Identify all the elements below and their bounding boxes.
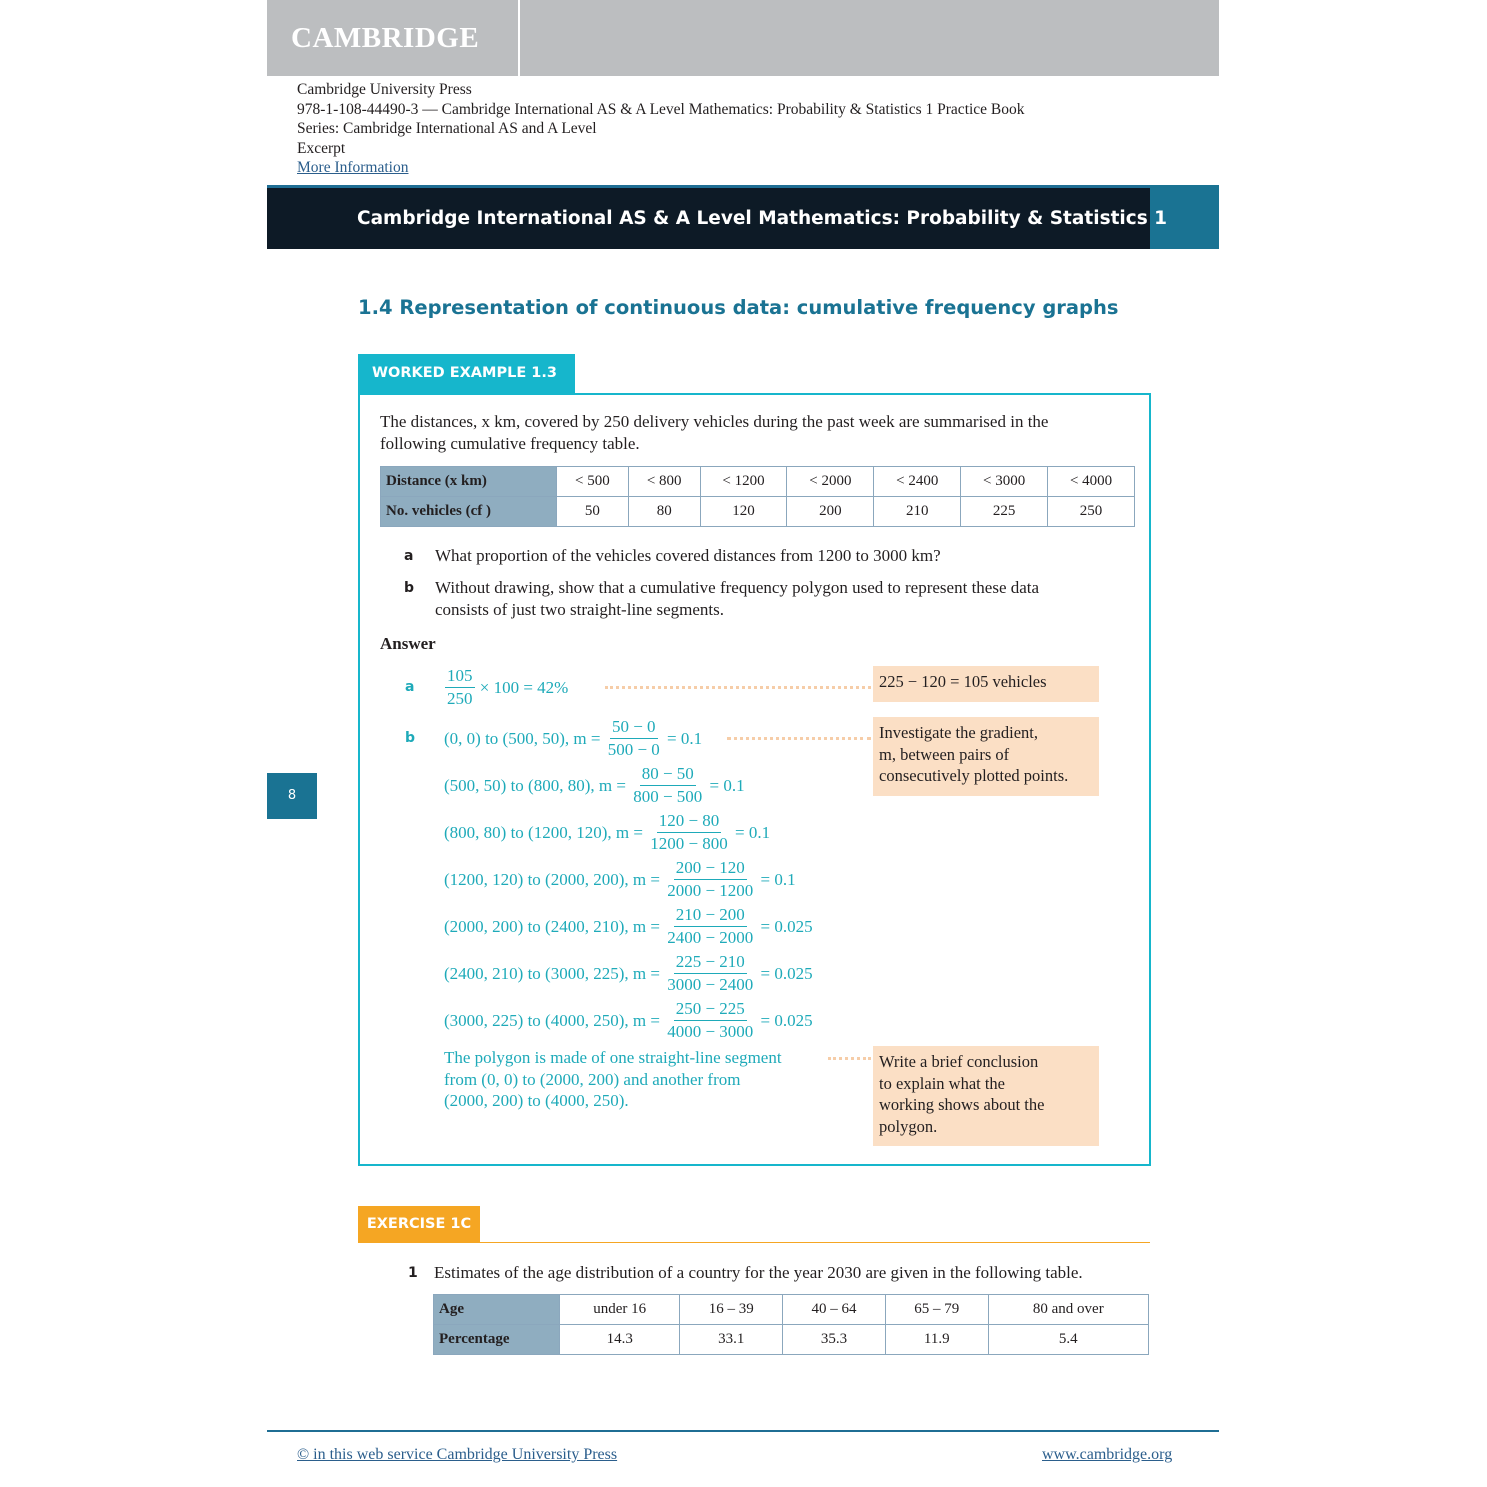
publisher: Cambridge University Press: [297, 81, 472, 98]
more-information-link[interactable]: More Information: [297, 159, 409, 177]
equation-rest: × 100 = 42%: [475, 677, 569, 697]
table-cell: 80 and over: [988, 1295, 1148, 1325]
numerator: 250 − 225: [674, 998, 747, 1021]
fraction: [665, 904, 755, 949]
title-bar-rule: [267, 185, 1219, 188]
worked-example-label: WORKED EXAMPLE 1.3: [358, 354, 575, 393]
table-row: [381, 497, 1135, 527]
numerator: 200 − 120: [674, 857, 747, 880]
denominator: 1200 − 800: [650, 834, 728, 853]
denominator: 2400 − 2000: [667, 928, 754, 947]
exercise-label: EXERCISE 1C: [358, 1206, 480, 1243]
gradient-pre: (3000, 225) to (4000, 250), m =: [444, 1010, 665, 1030]
table-cell: 5.4: [988, 1325, 1148, 1355]
table-cell: 210: [874, 497, 961, 527]
denominator: 2000 − 1200: [667, 881, 754, 900]
page-number: 8: [267, 773, 317, 819]
section-title: 1.4 Representation of continuous data: cumulative frequency graphs: [358, 296, 1119, 319]
gradient-post: = 0.1: [705, 775, 745, 795]
cambridge-logo: CAMBRIDGE: [291, 22, 480, 54]
worked-example-intro: [380, 411, 1048, 454]
gradient-pre: (2000, 200) to (2400, 210), m =: [444, 916, 665, 936]
note-line: m, between pairs of: [879, 744, 1010, 764]
gradient-post: = 0.1: [662, 728, 703, 748]
denominator: 500 − 0: [607, 740, 660, 759]
denominator: 250: [447, 689, 473, 708]
copyright-link[interactable]: © in this web service Cambridge University Press: [297, 1446, 618, 1463]
gradient-post: = 0.025: [756, 916, 813, 936]
numerator: 120 − 80: [657, 810, 722, 833]
numerator: 105: [445, 665, 475, 688]
table-cell: < 3000: [961, 467, 1048, 497]
book-title: Cambridge International AS & A Level Mathematics: Probability & Statistics 1: [357, 208, 1168, 229]
gradient-post: = 0.025: [756, 963, 813, 983]
gradient-pre: (0, 0) to (500, 50), m =: [444, 728, 605, 748]
website-link[interactable]: www.cambridge.org: [1042, 1446, 1173, 1463]
table-row: [434, 1325, 1149, 1355]
series-line: Series: Cambridge International AS and A Level: [297, 120, 597, 138]
footer-rule: [267, 1430, 1219, 1432]
row-header: Distance (x km): [381, 467, 557, 497]
table-cell: 65 – 79: [885, 1295, 988, 1325]
question-a-text: What proportion of the vehicles covered distances from 1200 to 3000 km?: [435, 546, 941, 565]
gradient-pre: (800, 80) to (1200, 120), m =: [444, 822, 648, 842]
dotted-leader: [605, 686, 871, 689]
table-cell: 11.9: [885, 1325, 988, 1355]
fraction: [631, 763, 704, 808]
numerator: 50 − 0: [610, 716, 658, 739]
row-header: Percentage: [434, 1325, 560, 1355]
table-cell: < 800: [628, 467, 700, 497]
fraction: [445, 665, 475, 710]
note-line: Investigate the gradient,: [879, 723, 1038, 742]
denominator: 3000 − 2400: [667, 975, 754, 994]
fraction: [648, 810, 730, 855]
answer-a-equation: [444, 665, 568, 710]
fraction: [665, 857, 755, 902]
note-line: working shows about the: [879, 1095, 1045, 1114]
answer-heading: Answer: [380, 634, 436, 653]
table-cell: under 16: [560, 1295, 680, 1325]
answer-b-label: b: [405, 730, 416, 746]
table-cell: < 4000: [1048, 467, 1135, 497]
denominator: 800 − 500: [633, 787, 703, 806]
gradient-line: [444, 998, 813, 1043]
gradient-line: [444, 810, 770, 855]
table-cell: 225: [961, 497, 1048, 527]
numerator: 80 − 50: [640, 763, 696, 786]
gradient-line: [444, 951, 813, 996]
table-cell: 16 – 39: [680, 1295, 783, 1325]
table-cell: < 1200: [700, 467, 787, 497]
note-box: [873, 717, 1099, 796]
gradient-post: = 0.025: [756, 1010, 813, 1030]
table-row: [434, 1295, 1149, 1325]
fraction: [665, 998, 755, 1043]
table-cell: < 2000: [787, 467, 874, 497]
question-a-label: a: [404, 548, 414, 564]
dotted-leader: [828, 1057, 871, 1060]
age-distribution-table: [433, 1294, 1149, 1355]
fraction: [606, 716, 662, 761]
exercise-question-text: Estimates of the age distribution of a country for the year 2030 are given in the following table.: [434, 1263, 1083, 1282]
answer-a-label: a: [405, 679, 415, 695]
question-b-line: consists of just two straight-line segments.: [435, 599, 724, 619]
note-box: 225 − 120 = 105 vehicles: [873, 666, 1099, 702]
note-box: [873, 1046, 1099, 1146]
conclusion-line: (2000, 200) to (4000, 250).: [444, 1091, 629, 1110]
gradient-pre: (500, 50) to (800, 80), m =: [444, 775, 631, 795]
fraction: [665, 951, 755, 996]
gradient-line: [444, 904, 813, 949]
table-cell: 33.1: [680, 1325, 783, 1355]
question-b-line: Without drawing, show that a cumulative frequency polygon used to represent these data: [435, 578, 1040, 597]
question-b-text: [435, 577, 1039, 620]
gradient-pre: (2400, 210) to (3000, 225), m =: [444, 963, 665, 983]
gradient-line: [444, 716, 702, 761]
gradient-line: [444, 763, 745, 808]
gradient-pre: (1200, 120) to (2000, 200), m =: [444, 869, 665, 889]
question-b-label: b: [404, 580, 415, 596]
table-cell: 120: [700, 497, 787, 527]
note-line: polygon.: [879, 1116, 938, 1136]
table-cell: 40 – 64: [783, 1295, 886, 1325]
table-cell: 200: [787, 497, 874, 527]
book-metadata: [297, 80, 1025, 178]
note-line: consecutively plotted points.: [879, 766, 1069, 785]
dotted-leader: [727, 737, 871, 740]
table-cell: < 2400: [874, 467, 961, 497]
conclusion-text: [444, 1047, 782, 1112]
table-row: [381, 467, 1135, 497]
cumulative-frequency-table: [380, 466, 1135, 527]
exercise-rule: [480, 1242, 1150, 1243]
table-cell: 250: [1048, 497, 1135, 527]
note-line: to explain what the: [879, 1073, 1006, 1093]
conclusion-line: from (0, 0) to (2000, 200) and another from: [444, 1069, 741, 1089]
numerator: 225 − 210: [674, 951, 747, 974]
table-cell: 14.3: [560, 1325, 680, 1355]
table-cell: 80: [628, 497, 700, 527]
denominator: 4000 − 3000: [667, 1022, 754, 1041]
gradient-post: = 0.1: [756, 869, 796, 889]
exercise-question-number: 1: [408, 1265, 418, 1281]
logo-divider: [518, 0, 520, 76]
excerpt-label: Excerpt: [297, 139, 346, 157]
row-header: Age: [434, 1295, 560, 1325]
intro-line: following cumulative frequency table.: [380, 433, 640, 453]
table-cell: 50: [557, 497, 629, 527]
intro-line: The distances, x km, covered by 250 delivery vehicles during the past week are summarised in the: [380, 412, 1049, 431]
row-header: No. vehicles (cf ): [381, 497, 557, 527]
conclusion-line: The polygon is made of one straight-line segment: [444, 1048, 782, 1067]
table-cell: 35.3: [783, 1325, 886, 1355]
gradient-post: = 0.1: [730, 822, 771, 842]
table-cell: < 500: [557, 467, 629, 497]
numerator: 210 − 200: [674, 904, 747, 927]
note-line: Write a brief conclusion: [879, 1052, 1039, 1071]
isbn-line: 978-1-108-44490-3 — Cambridge International AS & A Level Mathematics: Probability & Statistics 1 Practice Book: [297, 100, 1025, 118]
gradient-line: [444, 857, 796, 902]
